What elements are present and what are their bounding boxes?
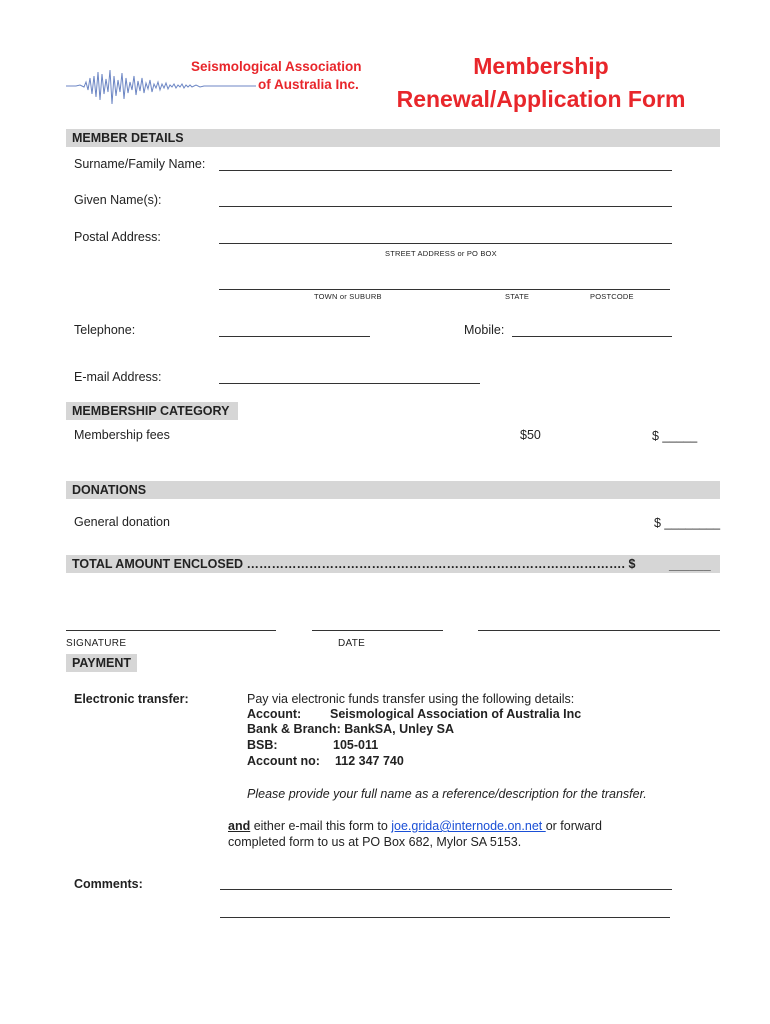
donations-section-bar: [66, 481, 720, 499]
telephone-input-line[interactable]: [219, 336, 370, 337]
electronic-transfer-label: Electronic transfer:: [74, 692, 189, 706]
state-caption: STATE: [505, 292, 530, 301]
forward-text: or forward: [545, 819, 602, 833]
postal-address-label: Postal Address:: [74, 230, 161, 244]
membership-fees-label: Membership fees: [74, 428, 170, 442]
membership-fee-field[interactable]: $ _____: [652, 429, 698, 443]
comments-input-line-2[interactable]: [220, 917, 670, 918]
member-details-heading: MEMBER DETAILS: [72, 131, 184, 145]
surname-label: Surname/Family Name:: [74, 157, 206, 171]
postcode-caption: POSTCODE: [590, 292, 634, 301]
account-label: Account:: [247, 707, 302, 721]
signature-line[interactable]: [66, 630, 276, 631]
surname-input-line[interactable]: [219, 170, 672, 171]
membership-category-heading: MEMBERSHIP CATEGORY: [72, 404, 230, 418]
email-address-label: E-mail Address:: [74, 370, 162, 384]
membership-fee-amount: $50: [520, 428, 541, 442]
date-caption: DATE: [338, 638, 366, 649]
date-line[interactable]: [312, 630, 443, 631]
signature-caption: SIGNATURE: [66, 638, 127, 649]
town-caption: TOWN or SUBURB: [314, 292, 382, 301]
form-title-line2: Renewal/Application Form: [396, 86, 686, 112]
eft-intro-text: Pay via electronic funds transfer using the following details:: [247, 692, 575, 706]
bsb-value: 105-011: [333, 738, 379, 752]
bsb-label: BSB:: [247, 738, 278, 752]
membership-category-section-bar: [66, 402, 238, 420]
total-amount-label: TOTAL AMOUNT ENCLOSED ………………………………………………………………………………. $: [72, 557, 636, 571]
and-word: and: [228, 819, 251, 833]
street-address-caption: STREET ADDRESS or PO BOX: [385, 249, 497, 258]
account-number-value: 112 347 740: [335, 754, 404, 768]
general-donation-label: General donation: [74, 515, 170, 529]
member-details-section-bar: [66, 129, 720, 147]
general-donation-field[interactable]: $ ________: [654, 516, 721, 530]
either-text: either e-mail this form to: [250, 819, 392, 833]
form-title-line1: Membership: [473, 53, 609, 79]
comments-label: Comments:: [74, 877, 143, 891]
payment-heading: PAYMENT: [72, 656, 132, 670]
extra-signature-line[interactable]: [478, 630, 720, 631]
total-amount-section-bar: [66, 555, 720, 573]
given-name-input-line[interactable]: [219, 206, 672, 207]
logo-text-line2: of Australia Inc.: [258, 77, 359, 92]
postal-instruction-line: completed form to us at PO Box 682, Mylor SA 5153.: [228, 835, 522, 849]
mobile-label: Mobile:: [464, 323, 505, 337]
account-number-label: Account no:: [247, 754, 320, 768]
mobile-input-line[interactable]: [512, 336, 672, 337]
logo-text-line1: Seismological Association: [191, 59, 362, 74]
given-name-label: Given Name(s):: [74, 193, 162, 207]
payment-section-bar: [66, 654, 137, 672]
street-address-input-line[interactable]: [219, 243, 672, 244]
reference-note: Please provide your full name as a reference/description for the transfer.: [247, 787, 647, 801]
email-instruction-line: [228, 819, 602, 834]
donations-heading: DONATIONS: [72, 483, 147, 497]
bank-branch-text: Bank & Branch: BankSA, Unley SA: [247, 722, 454, 736]
telephone-label: Telephone:: [74, 323, 136, 337]
town-state-postcode-input-line[interactable]: [219, 289, 670, 290]
email-address-input-line[interactable]: [219, 383, 480, 384]
email-link[interactable]: joe.grida@internode.on.net: [391, 819, 546, 833]
account-value: Seismological Association of Australia Inc: [330, 707, 582, 721]
total-amount-field[interactable]: ______: [669, 558, 711, 572]
comments-input-line-1[interactable]: [220, 889, 672, 890]
